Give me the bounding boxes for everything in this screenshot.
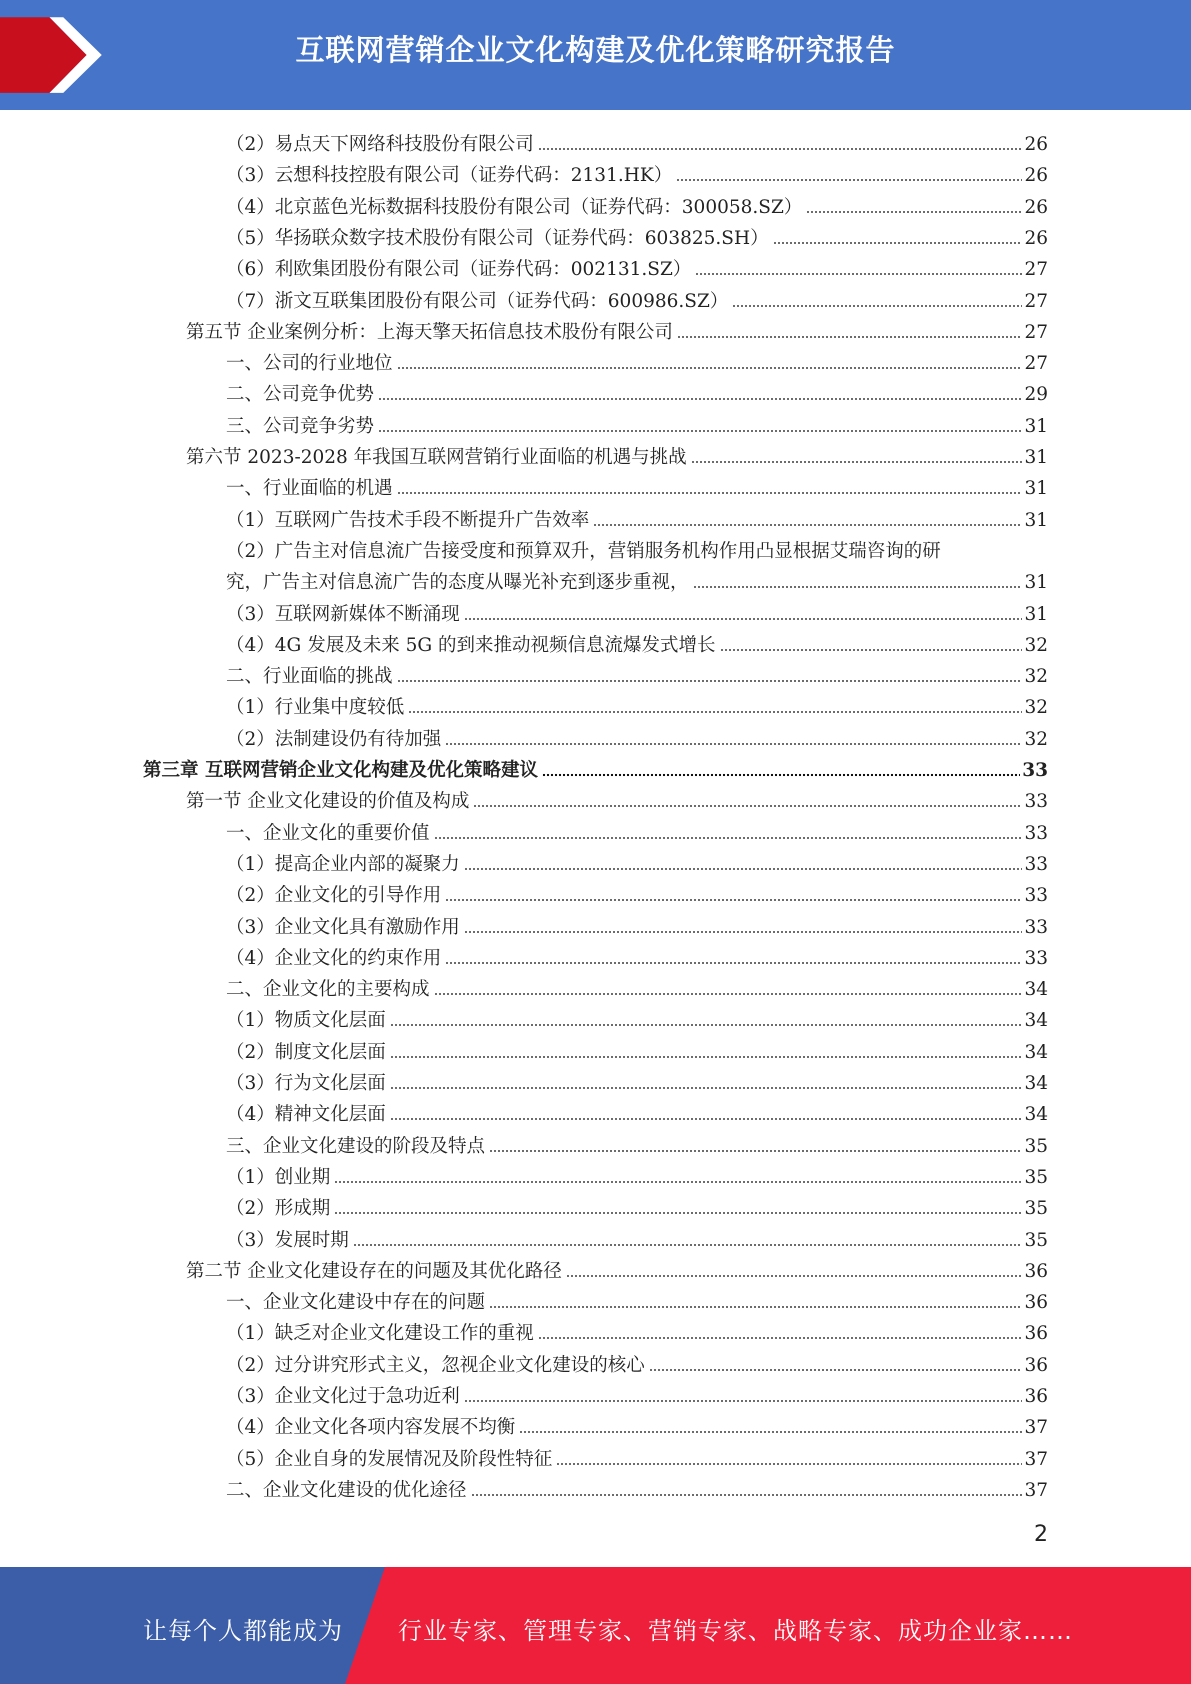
toc-entry-title: （4）4G 发展及未来 5G 的到来推动视频信息流爆发式增长 — [226, 635, 716, 656]
toc-page-number: 33 — [1022, 760, 1048, 781]
toc-page-number: 32 — [1024, 635, 1048, 656]
toc-entry-title: （1）行业集中度较低 — [226, 697, 405, 718]
toc-entry[interactable] — [226, 721, 1048, 752]
toc-entry-title: （1）提高企业内部的凝聚力 — [226, 854, 460, 875]
toc-entry-title: 一、行业面临的机遇 — [226, 478, 393, 499]
toc-dot-leader — [334, 1179, 1022, 1185]
toc-dot-leader — [390, 1116, 1023, 1122]
toc-dot-leader — [378, 428, 1022, 434]
toc-entry-title: 一、企业文化的重要价值 — [226, 823, 430, 844]
toc-entry-title: 二、行业面临的挑战 — [226, 666, 393, 687]
toc-entry[interactable] — [226, 283, 1048, 314]
toc-page-number: 27 — [1024, 259, 1048, 280]
toc-page-number: 27 — [1024, 291, 1048, 312]
toc-entry[interactable] — [186, 1253, 1048, 1284]
toc-entry-title: （1）缺乏对企业文化建设工作的重视 — [226, 1323, 534, 1344]
toc-entry-title: （5）企业自身的发展情况及阶段性特征 — [226, 1449, 553, 1470]
toc-page-number: 31 — [1024, 416, 1048, 437]
toc-entry-title: （7）浙文互联集团股份有限公司（证券代码：600986.SZ） — [226, 291, 729, 312]
page-header — [0, 0, 1191, 110]
toc-page-number: 34 — [1024, 1104, 1048, 1125]
toc-entry[interactable] — [226, 157, 1048, 188]
toc-entry-title: 第三章 互联网营销企业文化构建及优化策略建议 — [143, 760, 538, 781]
toc-dot-leader — [353, 1242, 1023, 1248]
toc-page-number: 36 — [1024, 1323, 1048, 1344]
toc-dot-leader — [397, 365, 1023, 371]
toc-dot-leader — [471, 1492, 1023, 1498]
toc-entry-title: （3）云想科技控股有限公司（证券代码：2131.HK） — [226, 165, 673, 186]
toc-dot-leader — [691, 459, 1023, 465]
toc-page-number: 35 — [1024, 1198, 1048, 1219]
toc-dot-leader — [434, 835, 1023, 841]
toc-entry[interactable] — [226, 345, 1048, 376]
toc-entry-title: （2）易点天下网络科技股份有限公司 — [226, 134, 534, 155]
toc-entry-title: （1）互联网广告技术手段不断提升广告效率 — [226, 510, 590, 531]
toc-entry[interactable] — [226, 189, 1048, 220]
toc-entry[interactable] — [226, 1347, 1048, 1378]
toc-page-number: 33 — [1024, 948, 1048, 969]
toc-entry[interactable] — [226, 658, 1048, 689]
toc-entry[interactable] — [226, 877, 1048, 908]
toc-dot-leader — [464, 1398, 1023, 1404]
toc-entry[interactable] — [226, 1315, 1048, 1346]
toc-dot-leader — [593, 522, 1022, 528]
toc-entry-title: （2）形成期 — [226, 1198, 331, 1219]
toc-dot-leader — [676, 177, 1022, 183]
toc-page-number: 36 — [1024, 1386, 1048, 1407]
toc-page-number: 35 — [1024, 1136, 1048, 1157]
toc-dot-leader — [390, 1054, 1023, 1060]
toc-dot-leader — [806, 209, 1022, 215]
toc-entry[interactable] — [226, 627, 1048, 658]
toc-entry[interactable] — [226, 1065, 1048, 1096]
report-title: 互联网营销企业文化构建及优化策略研究报告 — [295, 33, 896, 67]
toc-entry[interactable] — [226, 1409, 1048, 1440]
toc-entry-title: （2）过分讲究形式主义，忽视企业文化建设的核心 — [226, 1355, 645, 1376]
toc-dot-leader — [677, 334, 1023, 340]
toc-dot-leader — [464, 616, 1023, 622]
toc-dot-leader — [489, 1148, 1022, 1154]
toc-entry[interactable] — [226, 376, 1048, 407]
toc-dot-leader — [397, 490, 1023, 496]
toc-dot-leader — [334, 1210, 1022, 1216]
toc-dot-leader — [542, 772, 1020, 778]
toc-entry[interactable] — [226, 971, 1048, 1002]
toc-entry-title: （4）企业文化的约束作用 — [226, 948, 442, 969]
toc-entry[interactable] — [226, 1002, 1048, 1033]
toc-entry-title: （3）行为文化层面 — [226, 1073, 386, 1094]
toc-entry[interactable] — [226, 1222, 1048, 1253]
toc-page-number: 34 — [1024, 1073, 1048, 1094]
toc-entry[interactable] — [226, 1128, 1048, 1159]
footer-slogan-right: 行业专家、管理专家、营销专家、战略专家、成功企业家…… — [398, 1617, 1073, 1645]
toc-entry-title: （4）北京蓝色光标数据科技股份有限公司（证券代码：300058.SZ） — [226, 197, 803, 218]
toc-page-number: 37 — [1024, 1480, 1048, 1501]
toc-dot-leader — [445, 960, 1022, 966]
toc-dot-leader — [445, 897, 1022, 903]
toc-entry-title: （3）发展时期 — [226, 1230, 349, 1251]
toc-entry[interactable] — [226, 1190, 1048, 1221]
toc-dot-leader — [390, 1022, 1023, 1028]
toc-chapter-entry[interactable] — [143, 752, 1048, 783]
toc-dot-leader — [566, 1273, 1023, 1279]
toc-dot-leader — [732, 303, 1022, 309]
toc-page-number: 31 — [1024, 604, 1048, 625]
toc-entry-title: （1）物质文化层面 — [226, 1010, 386, 1031]
toc-page-number: 31 — [1024, 510, 1048, 531]
toc-dot-leader — [773, 240, 1023, 246]
toc-entry[interactable] — [226, 1284, 1048, 1315]
toc-entry[interactable] — [226, 470, 1048, 501]
toc-entry-title: （4）精神文化层面 — [226, 1104, 386, 1125]
toc-entry-title: 二、企业文化的主要构成 — [226, 979, 430, 1000]
toc-page-number: 33 — [1024, 854, 1048, 875]
toc-dot-leader — [464, 866, 1023, 872]
toc-entry[interactable] — [226, 815, 1048, 846]
toc-entry-title: （2）法制建设仍有待加强 — [226, 729, 442, 750]
toc-dot-leader — [538, 1335, 1023, 1341]
toc-dot-leader — [693, 584, 1023, 590]
toc-page-number: 32 — [1024, 729, 1048, 750]
toc-entry-title: （1）创业期 — [226, 1167, 331, 1188]
toc-dot-leader — [408, 709, 1022, 715]
toc-entry-title: （5）华扬联众数字技术股份有限公司（证券代码：603825.SH） — [226, 228, 769, 249]
toc-dot-leader — [720, 647, 1023, 653]
toc-entry[interactable] — [226, 1034, 1048, 1065]
toc-dot-leader — [464, 929, 1023, 935]
toc-entry-title: （2）企业文化的引导作用 — [226, 885, 442, 906]
toc-entry-title: 第二节 企业文化建设存在的问题及其优化路径 — [186, 1261, 562, 1282]
toc-page-number: 33 — [1024, 885, 1048, 906]
toc-dot-leader — [489, 1304, 1022, 1310]
toc-dot-leader — [519, 1429, 1022, 1435]
toc-entry[interactable] — [226, 564, 1048, 595]
toc-page-number: 31 — [1024, 478, 1048, 499]
toc-page-number: 29 — [1024, 384, 1048, 405]
toc-page-number: 26 — [1024, 228, 1048, 249]
toc-page-number: 37 — [1024, 1449, 1048, 1470]
toc-entry[interactable] — [186, 439, 1048, 470]
toc-entry-title: （6）利欧集团股份有限公司（证券代码：002131.SZ） — [226, 259, 692, 280]
toc-dot-leader — [378, 396, 1022, 402]
toc-entry[interactable] — [226, 940, 1048, 971]
toc-page-number: 34 — [1024, 1010, 1048, 1031]
toc-page-number: 26 — [1024, 197, 1048, 218]
footer-slogan-left: 让每个人都能成为 — [143, 1617, 343, 1645]
toc-page-number: 32 — [1024, 697, 1048, 718]
toc-page-number: 34 — [1024, 1042, 1048, 1063]
toc-dot-leader — [538, 146, 1023, 152]
toc-entry[interactable] — [226, 1096, 1048, 1127]
toc-page-number: 37 — [1024, 1417, 1048, 1438]
toc-page-number: 36 — [1024, 1292, 1048, 1313]
toc-entry-title: 一、企业文化建设中存在的问题 — [226, 1292, 486, 1313]
toc-entry[interactable] — [226, 1378, 1048, 1409]
toc-page-number: 36 — [1024, 1261, 1048, 1282]
toc-entry-title: （4）企业文化各项内容发展不均衡 — [226, 1417, 516, 1438]
toc-dot-leader — [397, 678, 1023, 684]
toc-dot-leader — [473, 803, 1022, 809]
toc-entry[interactable] — [186, 783, 1048, 814]
toc-entry[interactable] — [226, 408, 1048, 439]
toc-page-number: 27 — [1024, 353, 1048, 374]
toc-entry-title: 三、公司竞争劣势 — [226, 416, 375, 437]
toc-entry-title: （3）互联网新媒体不断涌现 — [226, 604, 460, 625]
toc-entry-text: （2）广告主对信息流广告接受度和预算双升，营销服务机构作用凸显根据艾瑞咨询的研 — [226, 541, 941, 562]
toc-page-number: 33 — [1024, 823, 1048, 844]
page-footer — [0, 1567, 1191, 1684]
toc-page-number: 27 — [1024, 322, 1048, 343]
toc-page-number: 34 — [1024, 979, 1048, 1000]
toc-entry[interactable] — [226, 126, 1048, 157]
toc-entry[interactable] — [226, 689, 1048, 720]
toc-entry[interactable] — [226, 502, 1048, 533]
page-number: 2 — [1034, 1522, 1048, 1547]
toc-entry[interactable] — [226, 846, 1048, 877]
toc-entry-title: 究，广告主对信息流广告的态度从曝光补充到逐步重视， — [226, 572, 689, 593]
toc-entry[interactable] — [226, 220, 1048, 251]
toc-page-number: 35 — [1024, 1230, 1048, 1251]
toc-entry[interactable] — [186, 314, 1048, 345]
toc-dot-leader — [434, 991, 1023, 997]
toc-entry[interactable] — [226, 1441, 1048, 1472]
toc-dot-leader — [695, 271, 1022, 277]
toc-page-number: 35 — [1024, 1167, 1048, 1188]
toc-entry-title: 二、企业文化建设的优化途径 — [226, 1480, 467, 1501]
toc-page-number: 26 — [1024, 134, 1048, 155]
toc-page-number: 32 — [1024, 666, 1048, 687]
toc-page-number: 33 — [1024, 917, 1048, 938]
toc-entry-title: 第六节 2023-2028 年我国互联网营销行业面临的机遇与挑战 — [186, 447, 687, 468]
toc-page-number: 31 — [1024, 572, 1048, 593]
toc-entry-title: 三、企业文化建设的阶段及特点 — [226, 1136, 486, 1157]
toc-entry[interactable] — [226, 909, 1048, 940]
toc-dot-leader — [649, 1367, 1023, 1373]
toc-entry-title: 第一节 企业文化建设的价值及构成 — [186, 791, 470, 812]
toc-entry[interactable] — [226, 596, 1048, 627]
toc-page-number: 26 — [1024, 165, 1048, 186]
toc-dot-leader — [390, 1085, 1023, 1091]
toc-dot-leader — [556, 1461, 1022, 1467]
toc-entry[interactable] — [226, 1472, 1048, 1503]
toc-page-number: 33 — [1024, 791, 1048, 812]
toc-entry[interactable] — [226, 1159, 1048, 1190]
toc-entry[interactable] — [226, 251, 1048, 282]
toc-entry-title: （3）企业文化过于急功近利 — [226, 1386, 460, 1407]
toc-dot-leader — [445, 741, 1022, 747]
toc-entry-title: 一、公司的行业地位 — [226, 353, 393, 374]
toc-entry-title: 第五节 企业案例分析：上海天擎天拓信息技术股份有限公司 — [186, 322, 673, 343]
toc-entry-title: （2）制度文化层面 — [226, 1042, 386, 1063]
toc-page-number: 36 — [1024, 1355, 1048, 1376]
toc-entry-title: 二、公司竞争优势 — [226, 384, 375, 405]
toc-entry-title: （3）企业文化具有激励作用 — [226, 917, 460, 938]
toc-page-number: 31 — [1024, 447, 1048, 468]
